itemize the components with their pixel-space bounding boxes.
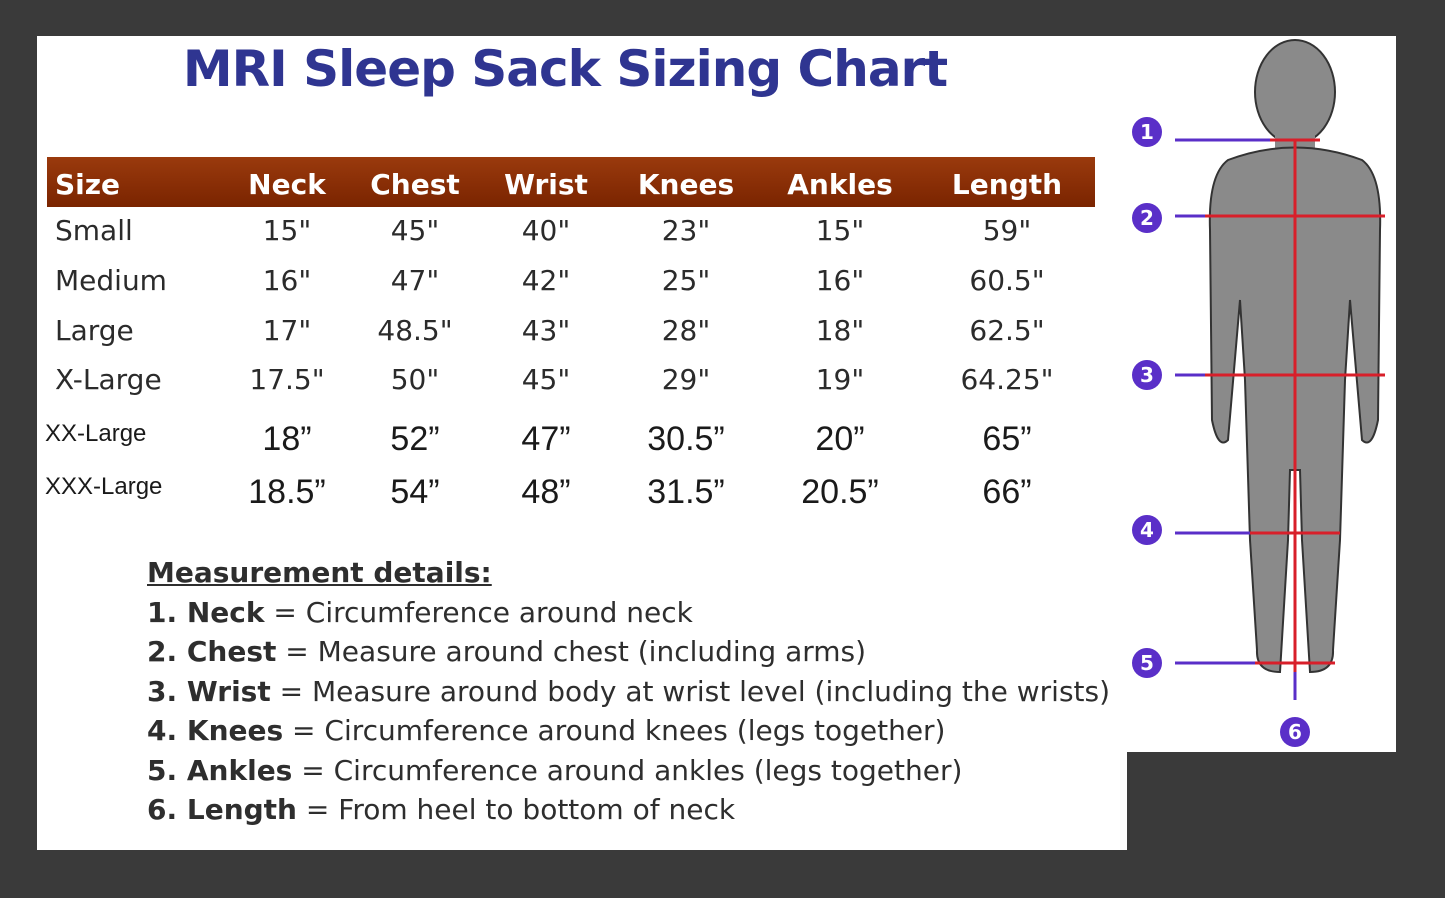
column-header-chest: Chest — [370, 168, 460, 201]
column-header-neck: Neck — [248, 168, 326, 201]
table-cell: 48.5" — [377, 314, 453, 347]
svg-text:4: 4 — [1140, 518, 1154, 542]
table-cell: Medium — [55, 264, 167, 297]
table-cell: 64.25" — [960, 363, 1054, 396]
table-cell: 43" — [521, 314, 571, 347]
column-header-knees: Knees — [637, 168, 735, 201]
table-cell: 20.5” — [801, 473, 879, 511]
detail-item: 5. Ankles = Circumference around ankles (legs together) — [147, 753, 963, 787]
table-cell: XXX-Large — [45, 473, 163, 500]
table-cell: 17.5" — [249, 363, 325, 396]
table-cell: 65” — [982, 420, 1032, 458]
table-cell: 45" — [390, 214, 440, 247]
svg-text:5: 5 — [1140, 651, 1154, 675]
marker-3 — [1132, 360, 1162, 390]
column-header-ankles: Ankles — [787, 168, 893, 201]
table-cell: 19" — [815, 363, 865, 396]
table-cell: 47" — [390, 264, 440, 297]
table-cell: 42" — [521, 264, 571, 297]
detail-item: 3. Wrist = Measure around body at wrist level (including the wrists) — [147, 674, 1111, 708]
marker-2 — [1132, 203, 1162, 233]
marker-5 — [1132, 648, 1162, 678]
column-header-size: Size — [55, 168, 121, 201]
detail-item: 6. Length = From heel to bottom of neck — [147, 793, 736, 826]
table-cell: 15" — [262, 214, 312, 247]
table-cell: 20” — [815, 420, 865, 458]
details-heading: Measurement details: — [147, 556, 492, 589]
svg-text:3: 3 — [1140, 363, 1154, 387]
table-cell: XX-Large — [45, 420, 147, 447]
table-cell: 45" — [521, 363, 571, 396]
table-cell: 29" — [661, 363, 711, 396]
detail-item: 4. Knees = Circumference around knees (legs together) — [147, 714, 946, 747]
column-header-wrist: Wrist — [504, 168, 588, 201]
table-cell: 15" — [815, 214, 865, 247]
table-cell: 48” — [521, 473, 571, 511]
table-cell: 62.5" — [969, 314, 1045, 347]
marker-1 — [1132, 117, 1162, 147]
detail-item: 2. Chest = Measure around chest (including arms) — [147, 635, 867, 668]
marker-4 — [1132, 515, 1162, 545]
table-cell: Large — [55, 314, 134, 347]
svg-text:6: 6 — [1288, 720, 1302, 744]
table-cell: 18.5” — [248, 473, 326, 511]
table-cell: 59" — [982, 214, 1032, 247]
marker-6 — [1280, 717, 1310, 747]
table-cell: 16" — [815, 264, 865, 297]
table-cell: 25" — [661, 264, 711, 297]
table-cell: 18" — [815, 314, 865, 347]
table-cell: 23" — [661, 214, 711, 247]
table-cell: 47” — [521, 420, 571, 458]
table-cell: X-Large — [55, 363, 162, 396]
svg-text:1: 1 — [1140, 120, 1154, 144]
table-cell: 31.5” — [647, 473, 725, 511]
detail-item: 1. Neck = Circumference around neck — [147, 595, 693, 629]
table-cell: 66” — [982, 473, 1032, 511]
table-cell: 52” — [390, 420, 440, 458]
table-cell: 40" — [521, 214, 571, 247]
column-header-length: Length — [951, 168, 1063, 201]
table-cell: 30.5” — [647, 420, 725, 458]
table-cell: Small — [55, 214, 133, 247]
table-cell: 54” — [390, 473, 440, 511]
table-cell: 60.5" — [969, 264, 1045, 297]
table-cell: 18” — [262, 420, 312, 458]
svg-text:2: 2 — [1140, 206, 1154, 230]
table-cell: 16" — [262, 264, 312, 297]
table-cell: 28" — [661, 314, 711, 347]
table-cell: 17" — [262, 314, 312, 347]
table-cell: 50" — [390, 363, 440, 396]
page-title: MRI Sleep Sack Sizing Chart — [182, 40, 948, 98]
